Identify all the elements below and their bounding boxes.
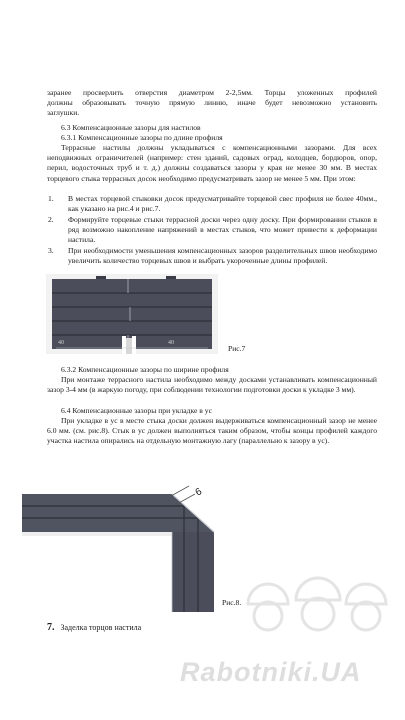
para-6-4: При укладке в ус в месте стыка доски должен выдерживаться компенсационный зазор не менее 6.0 мм. (см. рис.8). Стык в ус должен выполняться таким образом, чтобы концы профилей каждого участка настила опирались на отдельную монтажную лагу (параллельно к зазору в ус). [47, 416, 377, 446]
fig7-dim-left: 40 [58, 340, 64, 346]
figure-8-dimension-arrow [165, 482, 215, 508]
list-item-1: В местах торцевой стыковки досок предусматривайте торцевой свес профиля не более 40мм., как указано на рис.4 и рис.7. [68, 194, 377, 214]
list-item-3: При необходимости уменьшения компенсационных зазоров разделительных швов необходимо увеличить количество торцевых швов и выбрать укороченные длины профилей. [68, 246, 377, 266]
list-num-3: 3. [48, 246, 54, 255]
para-top-line1: заранее просверлить отверстия диаметром 2-2,5мм. Торцы уложенных профилей [47, 88, 377, 97]
fig8-caption: Рис.8. [222, 598, 242, 607]
watermark-text: Rabotniki.UA [180, 657, 362, 687]
section-7-title: Заделка торцов настила [60, 623, 142, 632]
heading-6-3: 6.3 Компенсационные зазоры для настилов [61, 123, 201, 132]
workers-helmet-icon [230, 560, 400, 640]
figure-7-deck-boards [46, 274, 218, 354]
para-top-line2: должны образовывать точную прямую линию, иначе будет невозможно установить [47, 98, 377, 107]
para-6-3-2: При монтаже террасного настила необходимо между досками устанавливать компенсационный зазор 3-4 мм (в жаркую погоду, при соблюдении технологии подготовки доски к укладке 3 мм). [47, 375, 377, 395]
section-7-number: 7. [47, 622, 55, 633]
section-7-heading [47, 622, 141, 633]
fig8-dim-label: 6 [193, 486, 204, 499]
list-item-2: Формируйте торцевые стыки террасной доски через одну доску. При формировании стыков в ряд возможно накопление напряжений в местах стыков, что может привести к деформации настила. [68, 215, 377, 245]
fig7-dim-right: 40 [168, 340, 174, 346]
list-num-2: 2. [48, 215, 54, 224]
heading-6-3-2: 6.3.2 Компенсационные зазоры по ширине профиля [61, 365, 229, 374]
list-num-1: 1. [48, 194, 54, 203]
para-6-3-1: Террасные настилы должны укладываться с компенсационными зазорами. Для всех неподвижных ограничителей (например: стен зданий, садовых оград, колодцев, бордюров, опор, перил, водосточных труб и т. д.) должны создаваться зазоры у края не менее 30 мм. В местах торцевого стыка террасных досок необходимо предусматривать зазор не менее 5 мм. При этом: [47, 143, 377, 183]
fig7-caption: Рис.7 [228, 344, 246, 353]
heading-6-4: 6.4 Компенсационные зазоры при укладке в ус [61, 406, 212, 415]
heading-6-3-1: 6.3.1 Компенсационные зазоры по длине профиля [61, 133, 223, 142]
para-top-line3: заглушки. [47, 108, 80, 117]
